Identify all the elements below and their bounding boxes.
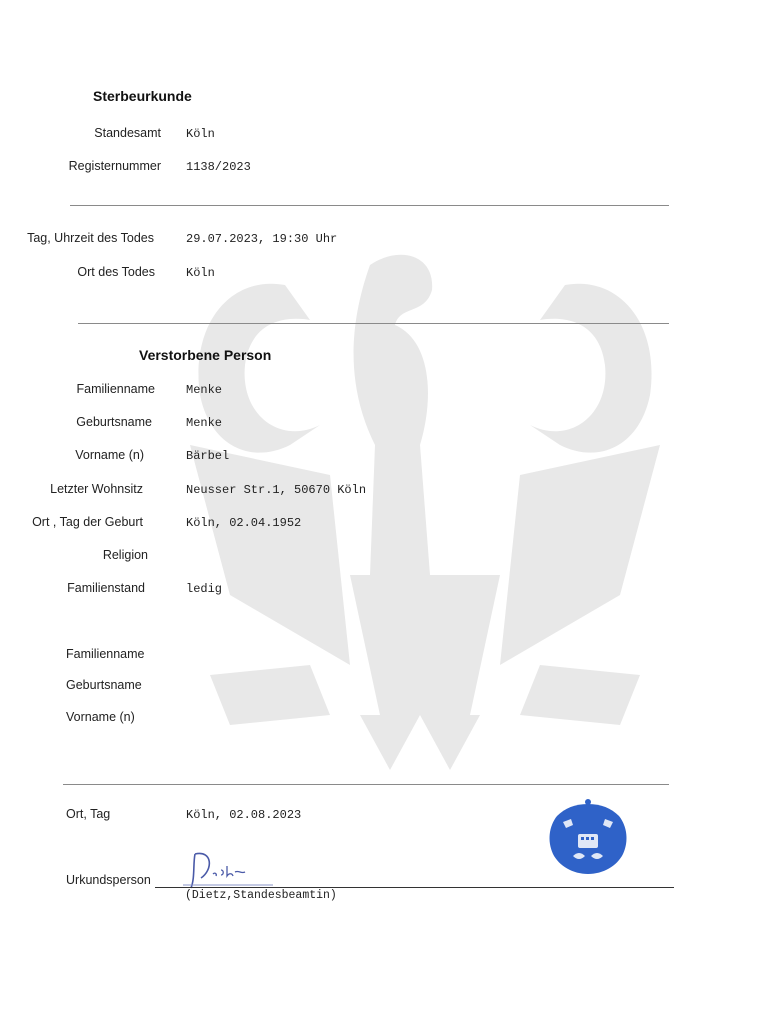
label-place-date: Ort, Tag (66, 807, 111, 821)
cologne-eagle-seal-icon (545, 796, 631, 876)
value-vorname: Bärbel (186, 449, 230, 463)
label-geburtsname: Geburtsname (76, 415, 152, 429)
label-geburt: Ort , Tag der Geburt (32, 515, 143, 529)
signature (183, 848, 273, 890)
label-registernummer: Registernummer (68, 159, 161, 173)
value-familienstand: ledig (186, 582, 223, 596)
official-name: (Dietz,Standesbeamtin) (185, 889, 337, 902)
label-letzter-wohnsitz: Letzter Wohnsitz (50, 482, 143, 496)
label-death-datetime: Tag, Uhrzeit des Todes (27, 231, 154, 245)
value-geburtsname: Menke (186, 416, 223, 430)
label-spouse-vorname: Vorname (n) (66, 710, 135, 724)
value-letzter-wohnsitz: Neusser Str.1, 50670 Köln (186, 483, 367, 497)
label-familienname: Familienname (76, 382, 155, 396)
label-spouse-familienname: Familienname (66, 647, 145, 661)
value-registernummer: 1138/2023 (186, 160, 251, 174)
label-spouse-geburtsname: Geburtsname (66, 678, 142, 692)
divider (70, 205, 669, 206)
value-standesamt: Köln (186, 127, 215, 141)
value-death-datetime: 29.07.2023, 19:30 Uhr (186, 232, 338, 246)
label-vorname: Vorname (n) (75, 448, 144, 462)
label-familienstand: Familienstand (67, 581, 145, 595)
document-title: Sterbeurkunde (93, 88, 192, 104)
divider (78, 323, 669, 324)
federal-eagle-watermark-icon (170, 245, 680, 775)
value-familienname: Menke (186, 383, 223, 397)
label-religion: Religion (102, 548, 148, 562)
label-official: Urkundsperson (66, 873, 151, 887)
deceased-heading: Verstorbene Person (139, 347, 272, 363)
label-standesamt: Standesamt (94, 126, 161, 140)
value-death-place: Köln (186, 266, 215, 280)
divider (63, 784, 669, 785)
label-death-place: Ort des Todes (77, 265, 155, 279)
value-place-date: Köln, 02.08.2023 (186, 808, 302, 822)
value-geburt: Köln, 02.04.1952 (186, 516, 302, 530)
signature-line (155, 887, 674, 888)
